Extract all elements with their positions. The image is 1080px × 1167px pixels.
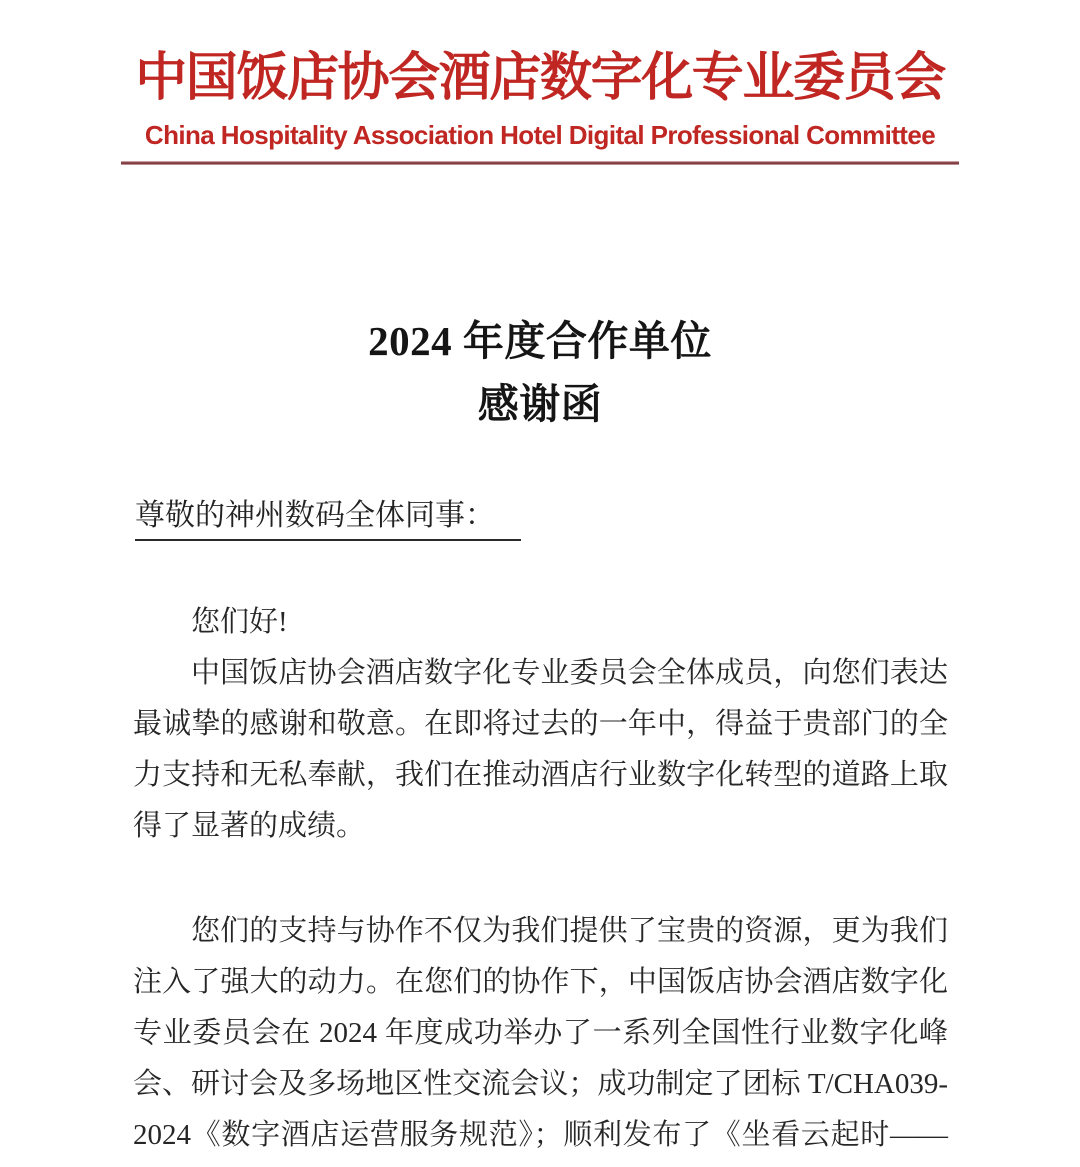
org-name-chinese: 中国饭店协会酒店数字化专业委员会 xyxy=(135,50,945,107)
salutation xyxy=(135,490,521,541)
body-line: 您们的支持与协作不仅为我们提供了宝贵的资源，更为我们 xyxy=(191,915,948,947)
body-line: 专业委员会在 2024 年度成功举办了一系列全国性行业数字化峰 xyxy=(133,1017,948,1049)
paragraph xyxy=(133,597,948,648)
body-line: 力支持和无私奉献，我们在推动酒店行业数字化转型的道路上取 xyxy=(133,759,948,791)
body-line: 2024《数字酒店运营服务规范》；顺利发布了《坐看云起时—— xyxy=(133,1119,948,1151)
body-line: 中国饭店协会酒店数字化专业委员会全体成员，向您们表达 xyxy=(191,657,948,689)
body-line: 最诚挚的感谢和敬意。在即将过去的一年中，得益于贵部门的全 xyxy=(133,708,948,740)
body-line: 注入了强大的动力。在您们的协作下，中国饭店协会酒店数字化 xyxy=(133,966,948,998)
body-line: 得了显著的成绩。 xyxy=(133,810,366,842)
salutation-text: 尊敬的神州数码全体同事： xyxy=(135,490,521,541)
letter-title xyxy=(0,310,1080,436)
org-name-english: China Hospitality Association Hotel Digital Professional Committee xyxy=(144,120,936,150)
letter-title-line1: 2024 年度合作单位 xyxy=(368,318,712,364)
letter-title-line2: 感谢函 xyxy=(477,381,603,427)
letterhead-rule xyxy=(121,161,959,165)
paragraph xyxy=(133,906,948,1161)
letterhead xyxy=(0,46,1080,150)
letter-body xyxy=(133,597,948,1161)
body-line: 会、研讨会及多场地区性交流会议；成功制定了团标 T/CHA039- xyxy=(133,1068,948,1100)
paragraph xyxy=(133,648,948,852)
body-line: 您们好! xyxy=(191,606,288,638)
